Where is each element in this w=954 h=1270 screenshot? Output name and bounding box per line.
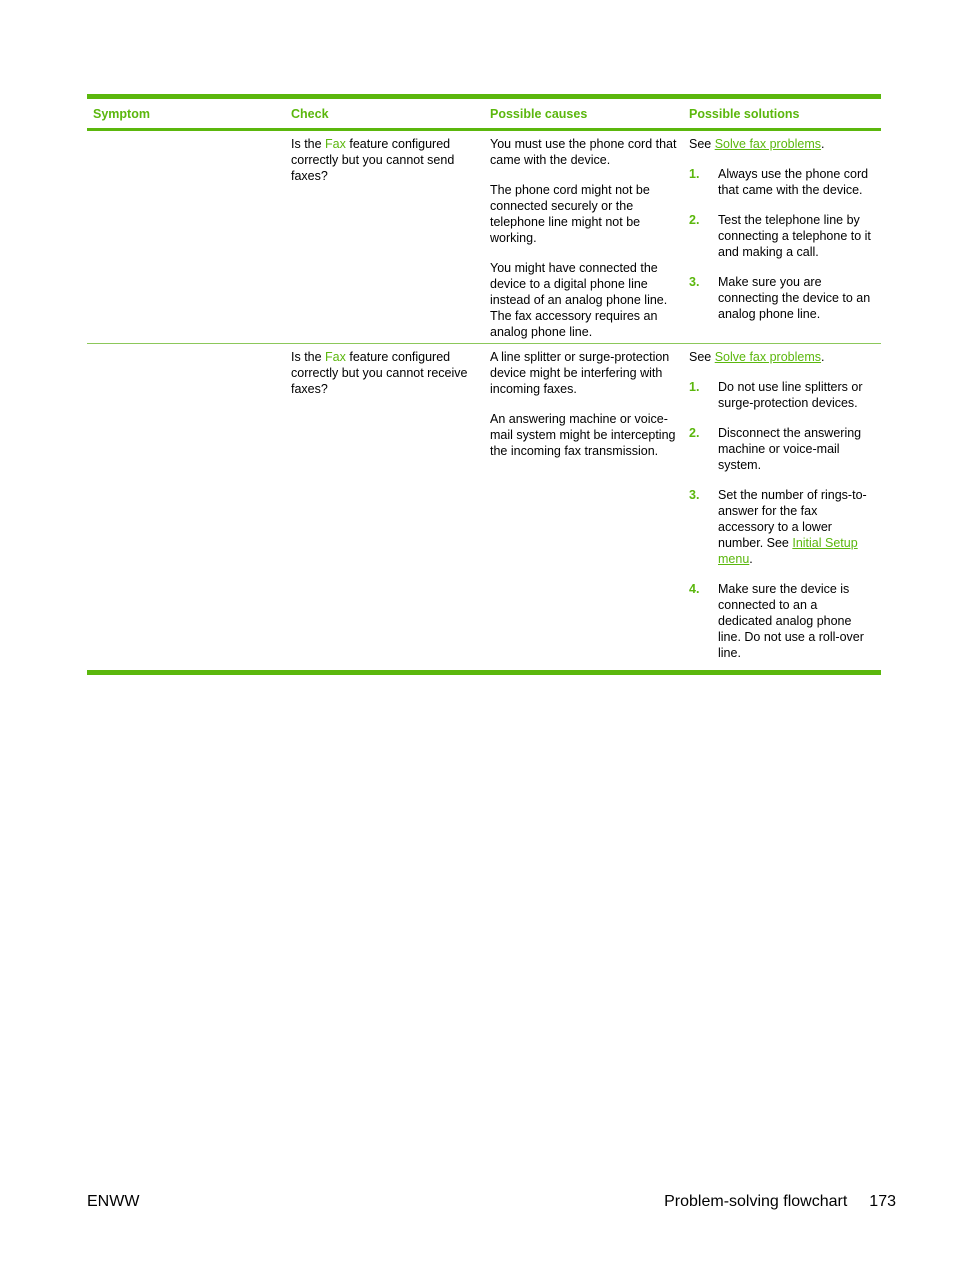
step-text: Make sure the device is connected to an a dedicated analog phone line. Do not use a roll-over line.	[718, 582, 864, 660]
step-text: Do not use line splitters or surge-protection devices.	[718, 380, 863, 410]
step-text: Make sure you are connecting the device to an analog phone line.	[718, 275, 871, 321]
step-number: 3.	[689, 488, 700, 502]
solution-step	[689, 274, 875, 322]
cause-paragraph: The phone cord might not be connected securely or the telephone line might not be working.	[490, 183, 650, 245]
solve-fax-problems-link[interactable]: Solve fax problems	[714, 137, 822, 151]
step-text: Disconnect the answering machine or voice-mail system.	[718, 426, 862, 472]
header-possible-solutions: Possible solutions	[689, 106, 800, 121]
header-possible-causes: Possible causes	[490, 106, 588, 121]
solution-step	[689, 379, 875, 411]
solution-step	[689, 212, 875, 260]
see-also-line: See Solve fax problems.	[689, 137, 825, 151]
cause-paragraph: A line splitter or surge-protection device might be interfering with incoming faxes.	[490, 350, 670, 396]
check-text-before: Is the	[291, 137, 326, 151]
check-text-before: Is the	[291, 350, 326, 364]
check-cell	[285, 349, 484, 670]
initial-setup-menu-link[interactable]: Initial Setup menu	[718, 536, 858, 566]
check-text-after: feature configured correctly but you cannot receive faxes?	[291, 350, 468, 396]
table-bottom-rule	[87, 670, 881, 675]
cause-paragraph: You might have connected the device to a digital phone line instead of an analog phone line. The fax accessory requires an analog phone line.	[490, 261, 668, 339]
symptom-cell	[87, 136, 285, 343]
step-number: 3.	[689, 275, 700, 289]
symptom-cell	[87, 349, 285, 670]
step-text: Set the number of rings-to-answer for the fax accessory to a lower number. See Initial Setup menu.	[718, 488, 867, 566]
step-number: 2.	[689, 426, 700, 440]
cause-paragraph: You must use the phone cord that came with the device.	[490, 137, 677, 167]
footer-locale-code: ENWW	[87, 1193, 140, 1210]
header-symptom: Symptom	[93, 106, 150, 121]
solution-step	[689, 487, 875, 567]
footer-page-number: 173	[869, 1193, 896, 1210]
solution-step	[689, 581, 875, 661]
solutions-cell	[683, 349, 881, 670]
fax-feature-highlight: Fax	[325, 137, 346, 151]
check-text-after: feature configured correctly but you cannot send faxes?	[291, 137, 455, 183]
table-row	[87, 131, 881, 343]
see-also-line: See Solve fax problems.	[689, 350, 825, 364]
solve-fax-problems-link[interactable]: Solve fax problems	[714, 350, 822, 364]
solution-step	[689, 166, 875, 198]
step-number: 2.	[689, 213, 700, 227]
solutions-cell	[683, 136, 881, 343]
solution-step	[689, 425, 875, 473]
step-text: Test the telephone line by connecting a telephone to it and making a call.	[718, 213, 871, 259]
troubleshooting-table	[87, 94, 881, 675]
causes-cell	[484, 349, 683, 670]
table-row	[87, 344, 881, 670]
footer-section-title: Problem-solving flowchart	[664, 1193, 848, 1210]
step-number: 1.	[689, 167, 700, 181]
causes-cell	[484, 136, 683, 343]
step-number: 4.	[689, 582, 700, 596]
step-number: 1.	[689, 380, 700, 394]
check-cell	[285, 136, 484, 343]
footer-page-info	[664, 1192, 896, 1212]
header-check: Check	[291, 106, 329, 121]
step-text: Always use the phone cord that came with the device.	[718, 167, 869, 197]
table-header-row	[87, 99, 881, 128]
fax-feature-highlight: Fax	[325, 350, 346, 364]
cause-paragraph: An answering machine or voice-mail system might be intercepting the incoming fax transmission.	[490, 412, 676, 458]
